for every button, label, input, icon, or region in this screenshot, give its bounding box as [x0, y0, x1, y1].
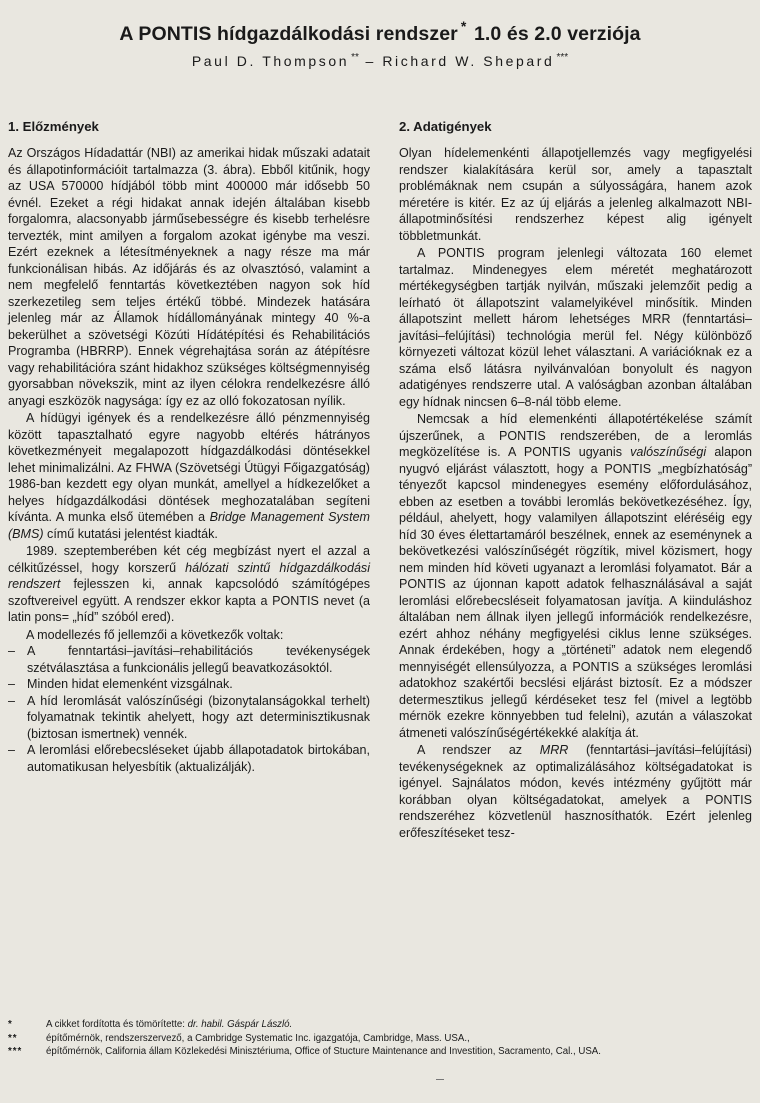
- list-item-text: A fenntartási–javítási–rehabilitációs tevékenységek szétválasztása a funkcionális jellegű beavatkozásoktól.: [27, 644, 370, 675]
- footnote-mark: **: [8, 1032, 18, 1044]
- list-item: [8, 676, 370, 693]
- author-thompson-mark: **: [351, 52, 359, 63]
- right-p4-italic: MRR: [539, 743, 569, 757]
- footnote-text: A cikket fordította és tömörítette:: [46, 1019, 188, 1030]
- footnotes: [8, 1018, 756, 1059]
- left-p3-italic: hálózati szintű hídgazdálkodási rendszert: [8, 560, 370, 591]
- right-paragraph-3: [399, 411, 752, 741]
- list-item-text: A leromlási előrebecsléseket újabb állapotadatok birtokában, automatikusan helyesbítik (aktualizálják).: [27, 743, 370, 774]
- list-dash: –: [8, 693, 15, 708]
- list-item: [8, 693, 370, 743]
- right-paragraph-4: [399, 742, 752, 841]
- author-line: [0, 52, 760, 69]
- list-dash: –: [8, 644, 15, 658]
- footnote-mark: *: [8, 1019, 13, 1030]
- footnote-thompson: [8, 1032, 756, 1046]
- title-footnote-mark: *: [460, 18, 467, 34]
- end-mark-line: [436, 1079, 444, 1080]
- right-p3-italic: valószínűségi: [630, 445, 707, 459]
- right-p4-b: (fenntartási–javítási–felújítási) tevékenységeknek az optimalizálásához költségadatokat is igényel. Sajnálatos módon, kevés intézmény gyűjtött már korábban olyan költségadatokat, amelyek a PONTIS rendszeréhez közvetlenül hasznosíthatók. Ezért jelenleg erőfeszítéseket tesz-: [399, 743, 752, 840]
- list-item: [8, 643, 370, 676]
- right-paragraph-1: Olyan hídelemenkénti állapotjellemzés vagy megfigyelési rendszer kialakítására kerül sor, amely a tapasztalt problémáknak nem csupán a súlyosságára, hanem azok méretére is kitér. Ez az új eljárás a jelenleg alkalmazott NBI-állapotminősítési rendszerhez képest alig igényelt többletmunkát.: [399, 146, 752, 243]
- right-paragraph-2: A PONTIS program jelenlegi változata 160 elemet tartalmaz. Mindenegyes elem méretét meghatározott mértékegységben tartják nyilván, műszaki jelemzőit pedig a leírható öt állapotszint valamelyikével minősítik. Minden állapotszint mellett három lehetséges MRR (fenntartási–javítási–felújítási) technológia merül fel. Négy különböző környezeti változat közül lehet választani. A variációknak ez a száma első látásra nyilvánvalóan bonyolult és nagyon adatigényes rendszerre utal. A valóságban azonban általában egy hídnak nincsen 6–8-nál több eleme.: [399, 246, 752, 409]
- right-p3-a: Nemcsak a híd elemenkénti állapotértékelése számít újszerűnek, a PONTIS rendszerében, de a leromlás megközelítése is. A PONTIS ugyanis: [399, 412, 752, 459]
- footnote-text: építőmérnök, rendszerszervező, a Cambridge Systematic Inc. igazgatója, Cambridge, Mass. USA.,: [46, 1032, 470, 1044]
- section-heading-elozmenyek: 1. Előzmények: [8, 119, 99, 134]
- left-p3-a: 1989. szeptemberében két cég megbízást nyert el azzal a célkitűzéssel, hogy korszerű: [8, 544, 370, 575]
- article-title: [0, 18, 760, 46]
- list-intro: A modellezés fő jellemzői a következők voltak:: [26, 627, 284, 642]
- feature-list: [8, 643, 370, 775]
- list-item-text: A híd leromlását valószínűségi (bizonytalanságokkal terhelt) folyamatnak tekintik ahelyett, hogy azt determinisztikusnak (biztosan ismertnek) vennék.: [27, 693, 370, 741]
- footnote-italic: dr. habil. Gáspár László.: [187, 1019, 293, 1030]
- title-tail: 1.0 és 2.0 verziója: [473, 23, 641, 45]
- right-column: [399, 118, 752, 841]
- footnote-text: építőmérnök, California állam Közlekedési Minisztériuma, Office of Stucture Maintenance and Investition, Sacramento, Cal., USA.: [46, 1046, 601, 1058]
- left-paragraph-2: [8, 410, 370, 542]
- left-p2-italic: Bridge Management System (BMS): [8, 510, 370, 541]
- list-dash: –: [8, 677, 15, 691]
- author-shepard-mark: ***: [556, 52, 569, 63]
- footnote-translator: [8, 1018, 756, 1032]
- author-shepard: Richard W. Shepard: [382, 53, 555, 69]
- right-p3-b: alapon nyugvó eljárást választott, hogy a PONTIS „megbízhatóság” tényezőt kapcsol mindenegyes esemény előfordulásához, ebben az esetben a további leromlás bekövetkezéséhez. Így, például, ahelyett, hogy valamilyen állapotszint eléréséig egy híd 30 éves élettartamáról beszélnek, ennek az eseménynek a bekövetkezési valószínűségét rögzítik, mivel közismert, hogy nem minden híd követi ugyanazt a leromlási folyamatot. Bár a PONTIS az újonnan kapott adatok felhasználásával a saját leromlási előrebecsléseit folyamatosan javítja. A kiinduláshoz általában nem állnak ilyen jellegű információk rendelkezésre, ezért ahhoz néhány megfigyelési ciklus lenne szükséges. Annak érdekében, hogy a „történeti” adatok nem elegendő mennyiségét ellensúlyozza, a PONTIS a szükséges leromlási adatokhoz szakértői becslési eljárást biztosít. Ez a módszer determesztikus jellegű kérdéseket tesz fel (mivel a legtöbb mérnök ezekre könnyebben tud felelni), azután a válaszokat átmeneti valószínűségértékekké alakítja át.: [399, 445, 752, 740]
- left-p3-b: fejlesszen ki, annak kapcsolódó számítógépes szoftvereivel együtt. A rendszer ekkor kapta a PONTIS nevet (a latin pons= „híd” szóból ered).: [8, 577, 370, 624]
- right-p4-a: A rendszer az: [417, 743, 523, 757]
- left-p2-text: A hídügyi igények és a rendelkezésre álló pénzmennyiség között tapasztalható egyre nagyobb eltérés hátrányos következményeit megalapozott hídgazdálkodási döntésekkel lehet minimalizálni. Az FHWA (Szövetségi Útügyi Főigazgatóság) 1986-ban kezdett egy olyan munkát, amellyel a hídkezelőket a helyes hídgazdálkodási döntések meghozatalában segíteni kívánta. A munka első ütemében a: [8, 411, 370, 524]
- list-item: [8, 742, 370, 775]
- left-column: [8, 118, 370, 775]
- left-paragraph-1: Az Országos Hídadattár (NBI) az amerikai hidak műszaki adatait és állapotinformációit tartalmazza (3. ábra). Ebből kitűnik, hogy az USA 570000 hídjából több mint 400000 már idősebb 50 évnél. Ezeket a régi hidakat annak idején általában kisebb forgalomra, alacsonyabb járműsebességre és kisebb terhelésre tervezték, mint amilyen a forgalom azokat igénybe ma veszi. Ezért ezeknek a létesítményeknek a nagy része ma már funkcionálisan hibás. Az időjárás és az olvasztósó, valamint a nem megfelelő fenntartás következtében nagyon sok híd szerkezetileg sem teljes értékű többé. Mindezek hatására jelenleg már az Államok hídállományának mintegy 40 %-a bekerülhet a szövetségi Közúti Hídátépítési és Rehabilitációs Programba (HBRRP). Ennek végrehajtása során az átépítésre vagy rehabilitációra szánt hidakhoz szükséges költségmennyiség gyorsabban növekszik, mint az ilyen célokra rendelkezésre álló anyagi eszközök nagysága: így ez az olló fokozatosan nyílik.: [8, 146, 370, 408]
- title-main: A PONTIS hídgazdálkodási rendszer: [119, 23, 458, 45]
- author-separator: –: [365, 53, 376, 69]
- left-p2-tail: című kutatási jelentést kiadták.: [47, 526, 218, 541]
- author-thompson: Paul D. Thompson: [191, 53, 350, 69]
- footnote-mark: ***: [8, 1046, 23, 1058]
- list-dash: –: [8, 743, 15, 757]
- left-paragraph-3: [8, 543, 370, 626]
- footnote-shepard: [8, 1045, 756, 1059]
- section-heading-adatigenyek: 2. Adatigények: [399, 119, 492, 134]
- list-item-text: Minden hidat elemenként vizsgálnak.: [27, 677, 233, 691]
